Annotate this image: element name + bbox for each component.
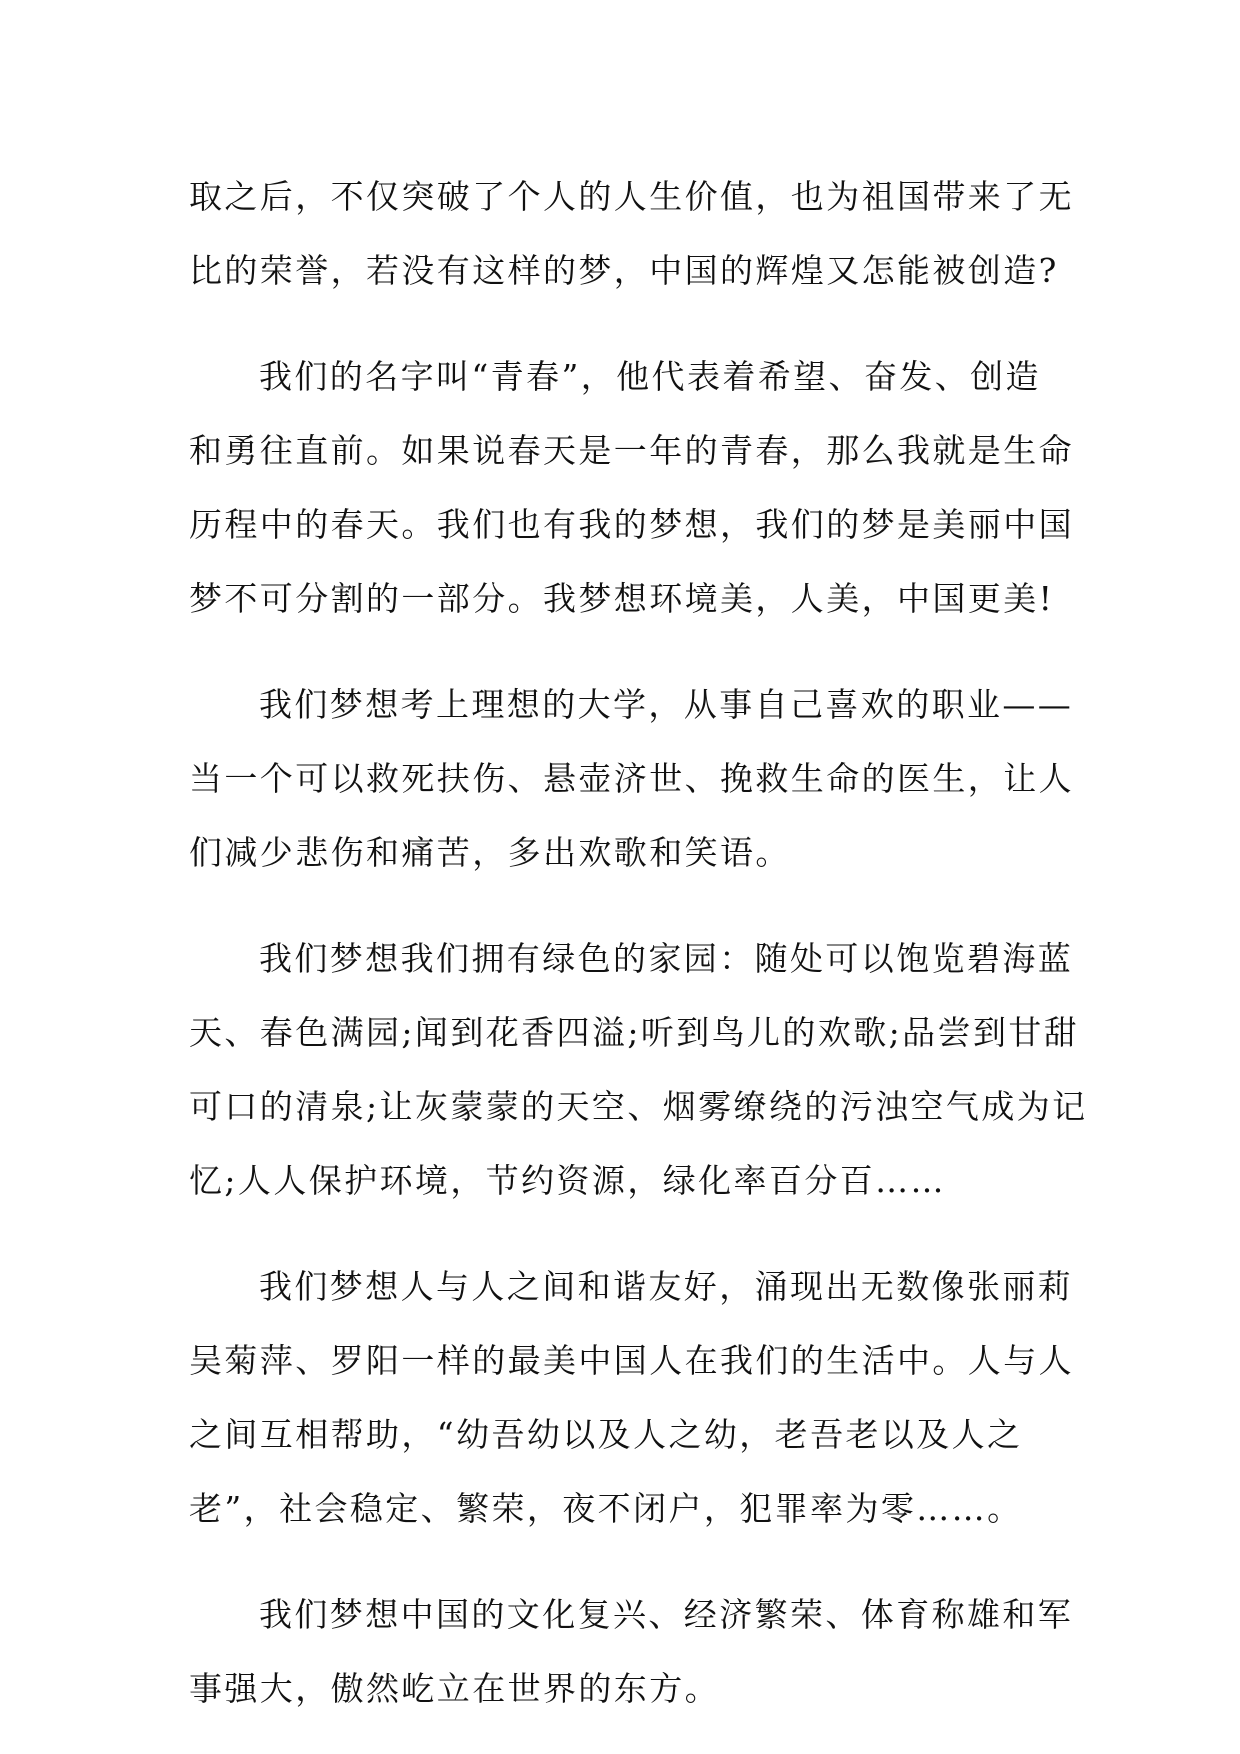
text-line: 老”，社会稳定、繁荣，夜不闭户，犯罪率为零……。: [189, 1489, 1023, 1528]
text-line: 和勇往直前。如果说春天是一年的青春，那么我就是生命: [189, 431, 1074, 470]
text-line: 我们梦想我们拥有绿色的家园：随处可以饱览碧海蓝: [259, 939, 1074, 978]
text-line: 我们梦想考上理想的大学，从事自己喜欢的职业——: [259, 685, 1074, 724]
text-line: 比的荣誉，若没有这样的梦，中国的辉煌又怎能被创造?: [189, 251, 1059, 290]
text-line: 可口的清泉;让灰蒙蒙的天空、烟雾缭绕的污浊空气成为记: [189, 1087, 1088, 1126]
text-line: 我们的名字叫“青春”，他代表着希望、奋发、创造: [259, 357, 1041, 396]
paragraph: [189, 160, 1074, 308]
text-line: 天、春色满园;闻到花香四溢;听到鸟儿的欢歌;品尝到甘甜: [189, 1013, 1080, 1052]
paragraph: [189, 340, 1074, 636]
paragraph: [189, 668, 1074, 890]
paragraph: [189, 922, 1088, 1218]
text-line: 历程中的春天。我们也有我的梦想，我们的梦是美丽中国: [189, 505, 1074, 544]
paragraph: [189, 1250, 1074, 1546]
text-line: 吴菊萍、罗阳一样的最美中国人在我们的生活中。人与人: [189, 1341, 1074, 1380]
text-line: 之间互相帮助，“幼吾幼以及人之幼，老吾老以及人之: [189, 1415, 1023, 1454]
text-line: 梦不可分割的一部分。我梦想环境美，人美，中国更美!: [189, 579, 1055, 618]
text-line: 我们梦想中国的文化复兴、经济繁荣、体育称雄和军: [259, 1595, 1074, 1634]
body-text: [189, 160, 1088, 1726]
paragraph: [189, 1578, 1074, 1726]
text-line: 们减少悲伤和痛苦，多出欢歌和笑语。: [189, 833, 791, 872]
text-line: 事强大，傲然屹立在世界的东方。: [189, 1669, 720, 1708]
text-line: 忆;人人保护环境，节约资源，绿化率百分百……: [189, 1161, 946, 1200]
text-line: 我们梦想人与人之间和谐友好，涌现出无数像张丽莉: [259, 1267, 1074, 1306]
text-line: 取之后，不仅突破了个人的人生价值，也为祖国带来了无: [189, 177, 1074, 216]
text-line: 当一个可以救死扶伤、悬壶济世、挽救生命的医生，让人: [189, 759, 1074, 798]
